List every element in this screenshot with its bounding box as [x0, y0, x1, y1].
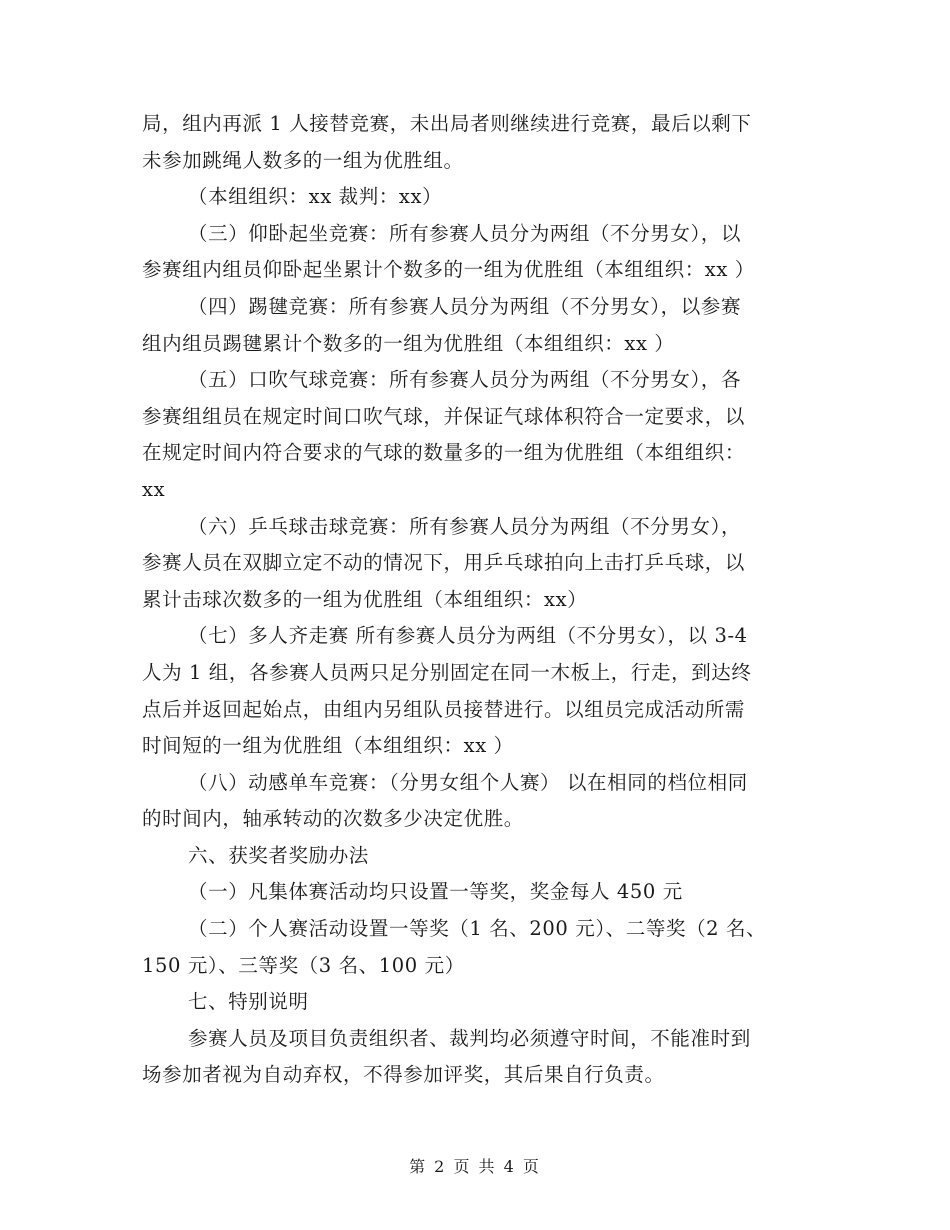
text-line: （八）动感单车竞赛：（分男女组个人赛） 以在相同的档位相同 — [188, 770, 748, 794]
text-line: （四）踢毽竞赛：所有参赛人员分为两组（不分男女），以参赛 — [188, 294, 742, 318]
text-line: 人为 1 组，各参赛人员两只足分别固定在同一木板上，行走，到达终 — [142, 660, 752, 684]
text-line: 局，组内再派 1 人接替竞赛，未出局者则继续进行竞赛，最后以剩下 — [142, 112, 752, 135]
text-line: 的时间内，轴承转动的次数多少决定优胜。 — [142, 807, 524, 831]
text-line: 参赛组组员在规定时间口吹气球，并保证气球体积符合一定要求，以 — [142, 404, 746, 428]
text-line: （本组组织：xx 裁判：xx） — [188, 185, 443, 209]
text-line: 场参加者视为自动弃权，不得参加评奖，其后果自行负责。 — [142, 1063, 665, 1087]
text-line: 时间短的一组为优胜组（本组组织：xx ） — [142, 734, 514, 758]
text-line: 参赛人员在双脚立定不动的情况下，用乒乓球拍向上击打乒乓球，以 — [142, 551, 746, 575]
text-line: xx — [142, 477, 166, 501]
section-heading: 六、获奖者奖励办法 — [188, 843, 369, 867]
text-line: 未参加跳绳人数多的一组为优胜组。 — [142, 148, 464, 172]
text-line: 在规定时间内符合要求的气球的数量多的一组为优胜组（本组组织： — [142, 441, 746, 465]
text-line: （二）个人赛活动设置一等奖（1 名、200 元）、二等奖（2 名、 — [188, 917, 767, 941]
text-line: 点后并返回起始点，由组内另组队员接替进行。以组员完成活动所需 — [142, 697, 746, 721]
document-body — [142, 106, 812, 1094]
section-heading: 七、特别说明 — [188, 990, 309, 1014]
text-line: （六）乒乓球击球竞赛：所有参赛人员分为两组（不分男女）， — [188, 514, 742, 538]
page-number-footer: 第 2 页 共 4 页 — [409, 1157, 541, 1176]
text-line: （五）口吹气球竞赛：所有参赛人员分为两组（不分男女），各 — [188, 368, 742, 392]
text-line: 累计击球次数多的一组为优胜组（本组组织：xx） — [142, 587, 588, 611]
text-line: 组内组员踢毽累计个数多的一组为优胜组（本组组织：xx ） — [142, 331, 675, 355]
text-line: 参赛组内组员仰卧起坐累计个数多的一组为优胜组（本组组织：xx ） — [142, 258, 755, 282]
text-line: （一）凡集体赛活动均只设置一等奖，奖金每人 450 元 — [188, 880, 683, 904]
text-line: （三）仰卧起坐竞赛：所有参赛人员分为两组（不分男女），以 — [188, 221, 742, 245]
text-line: （七）多人齐走赛 所有参赛人员分为两组（不分男女），以 3-4 — [188, 624, 748, 648]
text-line: 参赛人员及项目负责组织者、裁判均必须遵守时间，不能准时到 — [188, 1026, 751, 1050]
text-line: 150 元）、三等奖（3 名、100 元） — [142, 953, 465, 977]
